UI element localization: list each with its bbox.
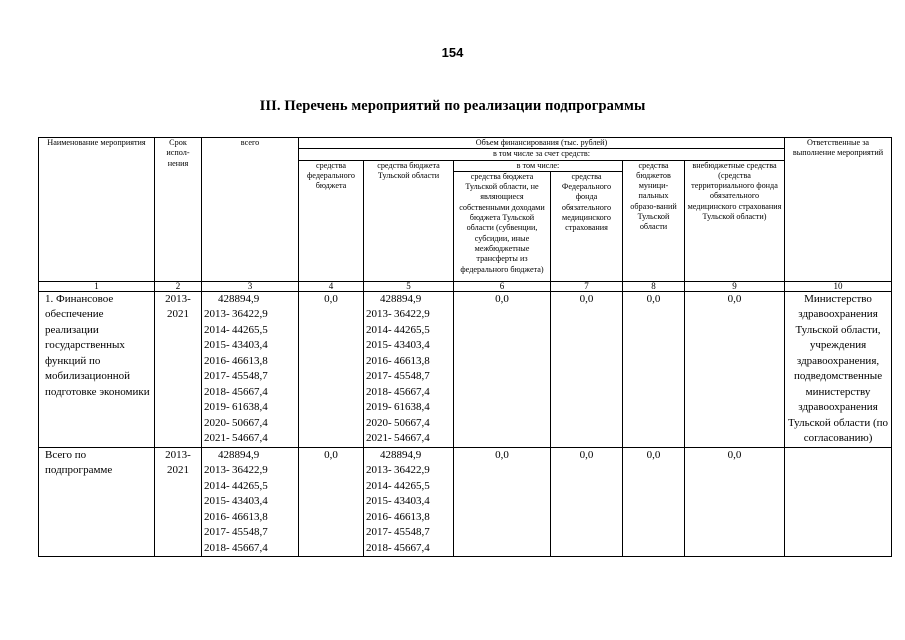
column-number: 8 (623, 281, 685, 291)
year-label: 2017- (204, 370, 230, 383)
column-numbers-row (39, 281, 892, 291)
year-value: 43403,4 (394, 495, 430, 508)
year-value: 43403,4 (232, 339, 268, 352)
year-value: 43403,4 (232, 495, 268, 508)
header-term: Срок испол-нения (155, 138, 202, 282)
year-amount (204, 479, 296, 495)
year-value: 45548,7 (394, 526, 430, 539)
year-label: 2017- (366, 370, 392, 383)
year-amount (204, 463, 296, 479)
measure-region-cell (364, 291, 454, 447)
year-value: 44265,5 (232, 323, 268, 336)
year-value: 50667,4 (232, 416, 268, 429)
year-amount (366, 416, 451, 432)
year-value: 44265,5 (232, 479, 268, 492)
year-label: 2016- (366, 510, 392, 523)
year-label: 2018- (366, 385, 392, 398)
measure-federal: 0,0 (299, 291, 364, 447)
year-value: 45667,4 (394, 541, 430, 554)
year-value: 46613,8 (232, 354, 268, 367)
year-label: 2014- (204, 479, 230, 492)
year-amount (204, 338, 296, 354)
measure-total-cell (202, 291, 299, 447)
measure-municipal: 0,0 (623, 291, 685, 447)
header-name: Наименование мероприятия (39, 138, 155, 282)
year-value: 45667,4 (394, 385, 430, 398)
year-label: 2019- (204, 401, 230, 414)
header-federal: средства федерального бюджета (299, 160, 364, 281)
year-amount (366, 541, 451, 557)
measure-region-nonfed: 0,0 (454, 291, 551, 447)
measure-foms: 0,0 (551, 447, 623, 557)
year-label: 2021- (204, 432, 230, 445)
year-label: 2017- (366, 526, 392, 539)
year-label: 2013- (366, 308, 392, 321)
year-amount (366, 494, 451, 510)
measure-term: 2013-2021 (155, 447, 202, 557)
column-number: 6 (454, 281, 551, 291)
year-amount (204, 510, 296, 526)
year-value: 46613,8 (394, 510, 430, 523)
column-number: 2 (155, 281, 202, 291)
measure-offbudget: 0,0 (685, 447, 785, 557)
measure-total-cell (202, 447, 299, 557)
header-incl: в том числе: (454, 160, 623, 171)
measure-total: 428894,9 (218, 448, 260, 461)
column-number: 7 (551, 281, 623, 291)
header-offbudget: внебюджетные средства (средства территориального фонда обязательного медицинского страхования Тульской области) (685, 160, 785, 281)
measures-table (38, 137, 892, 557)
year-amount (366, 463, 451, 479)
page-title: III. Перечень мероприятий по реализации подпрограммы (259, 98, 646, 114)
year-label: 2013- (204, 308, 230, 321)
measure-federal: 0,0 (299, 447, 364, 557)
year-amount (366, 369, 451, 385)
header-municipal: средства бюджетов муници-пальных образо-ваний Тульской области (623, 160, 685, 281)
year-label: 2015- (204, 495, 230, 508)
year-label: 2017- (204, 526, 230, 539)
year-value: 36422,9 (232, 464, 268, 477)
year-amount (204, 431, 296, 447)
header-responsible: Ответственные за выполнение мероприятий (785, 138, 892, 282)
year-label: 2016- (204, 510, 230, 523)
table-row (39, 291, 892, 447)
year-value: 61638,4 (232, 401, 268, 414)
year-value: 45667,4 (232, 541, 268, 554)
year-label: 2020- (366, 416, 392, 429)
year-value: 36422,9 (232, 308, 268, 321)
year-amount (204, 369, 296, 385)
year-label: 2019- (366, 401, 392, 414)
page-number: 154 (441, 45, 464, 60)
year-amount (366, 510, 451, 526)
year-label: 2013- (204, 464, 230, 477)
year-amount (204, 494, 296, 510)
year-label: 2018- (366, 541, 392, 554)
year-value: 54667,4 (232, 432, 268, 445)
year-amount (204, 400, 296, 416)
year-amount (366, 385, 451, 401)
header-sources: в том числе за счет средств: (299, 149, 785, 160)
column-number: 4 (299, 281, 364, 291)
year-amount (204, 307, 296, 323)
column-number: 1 (39, 281, 155, 291)
year-value: 44265,5 (394, 323, 430, 336)
year-amount (204, 416, 296, 432)
year-label: 2015- (366, 495, 392, 508)
year-amount (366, 400, 451, 416)
header-row (39, 138, 892, 149)
year-amount (204, 354, 296, 370)
year-label: 2021- (366, 432, 392, 445)
year-label: 2016- (366, 354, 392, 367)
year-value: 54667,4 (394, 432, 430, 445)
year-label: 2015- (366, 339, 392, 352)
year-amount (204, 323, 296, 339)
year-amount (366, 338, 451, 354)
header-region: средства бюджета Тульской области (364, 160, 454, 281)
year-value: 61638,4 (394, 401, 430, 414)
column-number: 5 (364, 281, 454, 291)
year-value: 46613,8 (232, 510, 268, 523)
measure-offbudget: 0,0 (685, 291, 785, 447)
year-amount (366, 479, 451, 495)
year-value: 45548,7 (232, 526, 268, 539)
year-value: 50667,4 (394, 416, 430, 429)
column-number: 9 (685, 281, 785, 291)
year-label: 2014- (366, 323, 392, 336)
year-amount (204, 541, 296, 557)
measure-total: 428894,9 (218, 292, 260, 305)
measure-responsible (785, 447, 892, 557)
year-amount (366, 431, 451, 447)
header-total: всего (202, 138, 299, 282)
year-amount (366, 354, 451, 370)
measure-name: 1. Финансовое обеспечение реализации государственных функций по мобилизационной подготовке экономики (39, 291, 155, 447)
year-value: 36422,9 (394, 464, 430, 477)
header-foms: средства Федерального фонда обязательного медицинского страхования (551, 171, 623, 281)
year-label: 2014- (366, 479, 392, 492)
year-label: 2018- (204, 541, 230, 554)
measure-municipal: 0,0 (623, 447, 685, 557)
measure-responsible: Министерство здравоохранения Тульской области, учреждения здравоохранения, подведомственные министерству здравоохранения Тульской области (по согласованию) (785, 291, 892, 447)
year-amount (204, 385, 296, 401)
year-label: 2013- (366, 464, 392, 477)
year-label: 2020- (204, 416, 230, 429)
table-row (39, 447, 892, 557)
year-label: 2014- (204, 323, 230, 336)
measure-foms: 0,0 (551, 291, 623, 447)
year-value: 46613,8 (394, 354, 430, 367)
year-value: 45548,7 (232, 370, 268, 383)
year-label: 2015- (204, 339, 230, 352)
year-value: 45667,4 (232, 385, 268, 398)
measure-name: Всего по подпрограмме (39, 447, 155, 557)
year-amount (366, 525, 451, 541)
year-value: 44265,5 (394, 479, 430, 492)
year-amount (204, 525, 296, 541)
header-region-nonfed: средства бюджета Тульской области, не являющиеся собственными доходами бюджета Тульской области (субвенции, субсидии, иные межбюджетные трансферты из федерального бюджета) (454, 171, 551, 281)
header-funding: Объем финансирования (тыс. рублей) (299, 138, 785, 149)
year-label: 2018- (204, 385, 230, 398)
year-label: 2016- (204, 354, 230, 367)
page-cut (0, 606, 905, 640)
year-amount (366, 323, 451, 339)
measure-region-cell (364, 447, 454, 557)
year-value: 43403,4 (394, 339, 430, 352)
column-number: 10 (785, 281, 892, 291)
measure-region-total: 428894,9 (380, 448, 422, 461)
year-amount (366, 307, 451, 323)
measure-region-nonfed: 0,0 (454, 447, 551, 557)
year-value: 36422,9 (394, 308, 430, 321)
measure-term: 2013-2021 (155, 291, 202, 447)
measure-region-total: 428894,9 (380, 292, 422, 305)
column-number: 3 (202, 281, 299, 291)
year-value: 45548,7 (394, 370, 430, 383)
